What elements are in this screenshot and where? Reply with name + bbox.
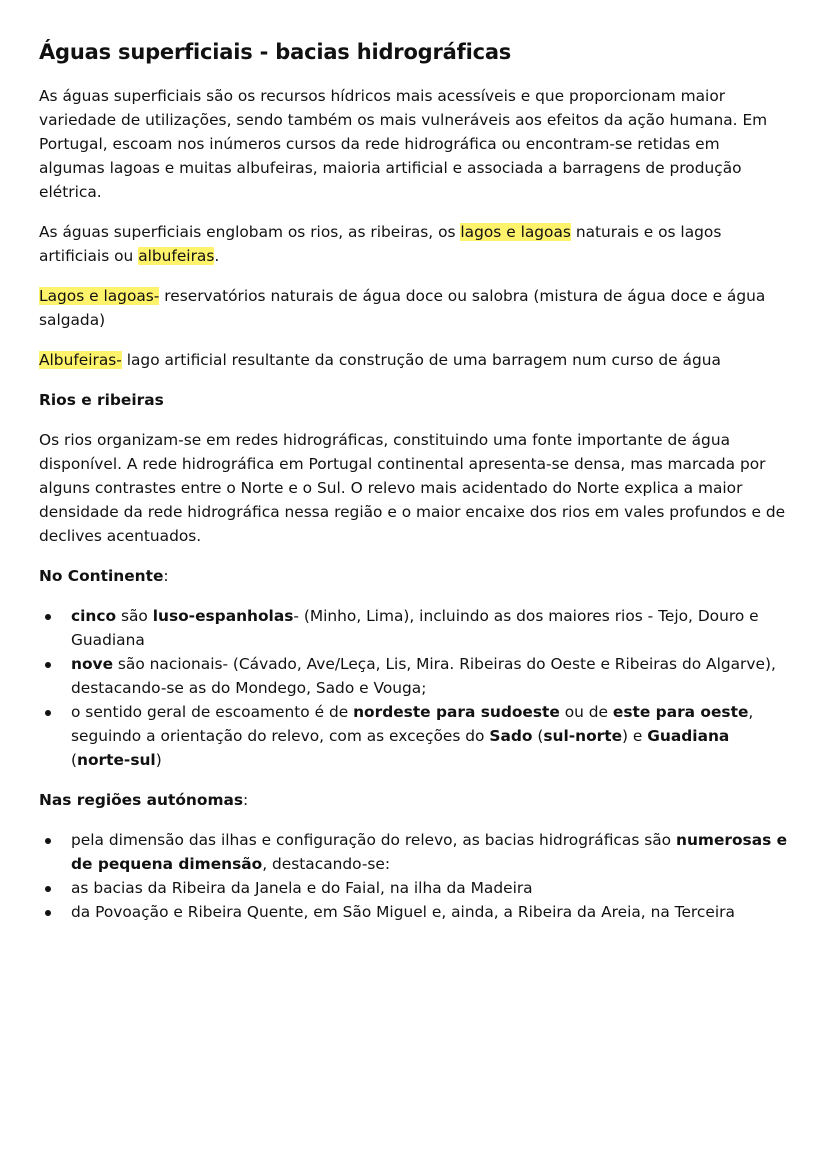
item-text: , seguindo a orientação do relevo, com as exceções do	[71, 703, 754, 745]
item-bold: Sado	[489, 727, 533, 745]
list-item	[71, 828, 790, 876]
definition-lagos	[39, 284, 790, 332]
rios-paragraph: Os rios organizam-se em redes hidrográficas, constituindo uma fonte importante de água disponível. A rede hidrográfica em Portugal continental apresenta-se densa, mas marcada por alguns contrastes entre o Norte e o Sul. O relevo mais acidentado do Norte explica a maior densidade da rede hidrográfica nessa região e o maior encaixe dos rios em vales profundos e de declives acentuados.	[39, 431, 786, 545]
continente-label-bold: No Continente	[39, 567, 164, 585]
continente-label	[39, 564, 790, 588]
item-bold: nordeste para sudoeste	[353, 703, 560, 721]
item-bold: cinco	[71, 607, 117, 625]
item-text: são	[116, 607, 153, 625]
composition-text-b: naturais e os lagos artificiais ou	[39, 223, 722, 265]
autonomas-label	[39, 788, 790, 812]
item-text: , destacando-se:	[262, 855, 391, 873]
continente-list	[39, 604, 790, 772]
page-title: Águas superficiais - bacias hidrográficas	[39, 40, 512, 64]
list-item	[71, 652, 790, 700]
definition-lagos-term: Lagos e lagoas-	[39, 287, 160, 305]
list-item	[71, 604, 790, 652]
item-text: as bacias da Ribeira da Janela e do Faial, na ilha da Madeira	[71, 879, 533, 897]
autonomas-label-colon: :	[243, 791, 249, 809]
item-bold: luso-espanholas	[152, 607, 294, 625]
item-text: da Povoação e Ribeira Quente, em São Miguel e, ainda, a Ribeira da Areia, na Terceira	[71, 903, 735, 921]
highlight-lagos: lagos e lagoas	[460, 223, 571, 241]
composition-text-a: As águas superficiais englobam os rios, as ribeiras, os	[39, 223, 461, 241]
rios-heading: Rios e ribeiras	[39, 391, 164, 409]
composition-text-c: .	[214, 247, 220, 265]
item-bold: nove	[71, 655, 114, 673]
item-bold: Guadiana	[647, 727, 730, 745]
item-text: (	[532, 727, 544, 745]
item-text: )	[155, 751, 162, 769]
item-bold: sul-norte	[543, 727, 623, 745]
item-bold: numerosas e de pequena dimensão	[71, 831, 788, 873]
definition-albufeiras-text: lago artificial resultante da construção de uma barragem num curso de água	[121, 351, 721, 369]
highlight-albufeiras: albufeiras	[138, 247, 215, 265]
continente-label-colon: :	[163, 567, 169, 585]
definition-albufeiras-term: Albufeiras-	[39, 351, 122, 369]
autonomas-list	[39, 828, 790, 924]
item-text: o sentido geral de escoamento é de	[71, 703, 354, 721]
item-text: ) e	[622, 727, 648, 745]
item-text: (	[71, 751, 78, 769]
item-text: pela dimensão das ilhas e configuração do relevo, as bacias hidrográficas são	[71, 831, 676, 849]
item-text: são nacionais- (Cávado, Ave/Leça, Lis, Mira. Ribeiras do Oeste e Ribeiras do Algarve), destacando-se as do Mondego, Sado e Vouga;	[71, 655, 776, 697]
intro-paragraph: As águas superficiais são os recursos hídricos mais acessíveis e que proporcionam maior variedade de utilizações, sendo também os mais vulneráveis aos efeitos da ação humana. Em Portugal, escoam nos inúmeros cursos da rede hidrográfica ou encontram-se retidas em algumas lagoas e muitas albufeiras, maioria artificial e associada a barragens de produção elétrica.	[39, 87, 768, 201]
list-item	[71, 900, 790, 924]
definition-albufeiras	[39, 348, 790, 372]
list-item	[71, 700, 790, 772]
item-text: ou de	[559, 703, 613, 721]
list-item	[71, 876, 790, 900]
autonomas-label-bold: Nas regiões autónomas	[39, 791, 244, 809]
definition-lagos-text: reservatórios naturais de água doce ou salobra (mistura de água doce e água salgada)	[39, 287, 766, 329]
composition-paragraph	[39, 220, 790, 268]
item-bold: este para oeste	[612, 703, 749, 721]
item-bold: norte-sul	[77, 751, 156, 769]
item-text: - (Minho, Lima), incluindo as dos maiores rios - Tejo, Douro e Guadiana	[71, 607, 759, 649]
